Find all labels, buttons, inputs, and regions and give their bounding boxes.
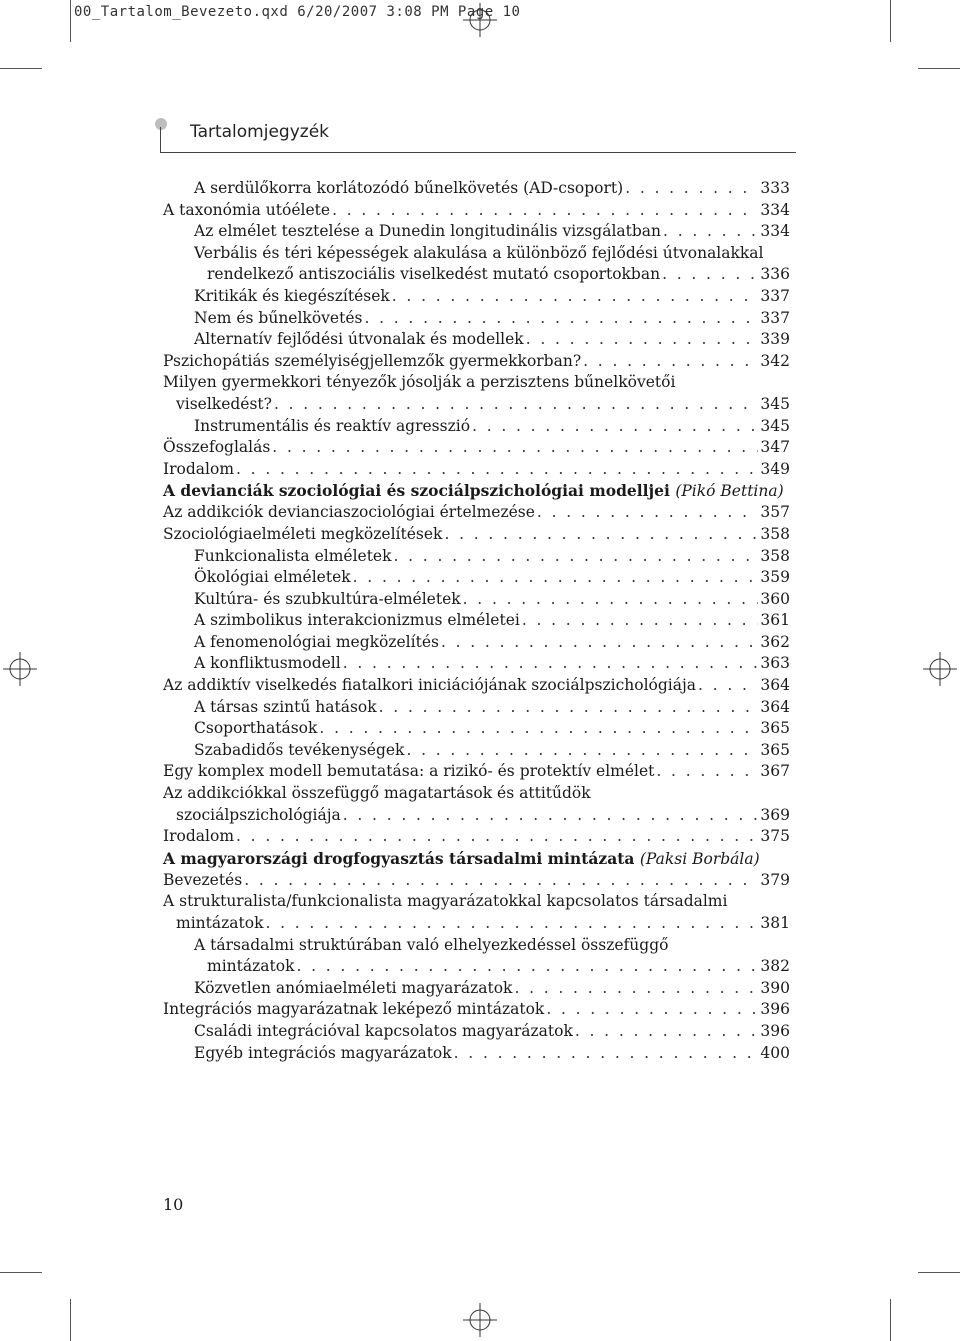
- heading-bullet: [155, 118, 167, 130]
- toc-entry-text: Szociológiaelméleti megközelítések: [163, 524, 443, 543]
- toc-page-number: 339: [760, 330, 790, 349]
- section-author: (Paksi Borbála): [639, 849, 760, 868]
- toc-entry-text: Integrációs magyarázatnak leképező mintázatok: [163, 1000, 545, 1019]
- toc-section: [163, 480, 790, 848]
- crop-mark: [918, 68, 960, 69]
- section-title: [163, 848, 790, 870]
- toc-page-number: 358: [760, 524, 790, 543]
- toc-entry-line: [163, 243, 790, 265]
- toc-entry-text: Alternatív fejlődési útvonalak és modellek: [194, 330, 524, 349]
- toc-page-number: 396: [760, 1000, 790, 1019]
- toc-entry-line: [163, 783, 790, 805]
- toc-section: [163, 848, 790, 1064]
- toc-entry-line[interactable]: [163, 567, 790, 589]
- toc-entry-text: Kultúra- és szubkultúra-elméletek: [194, 589, 461, 608]
- toc-entry-line[interactable]: [163, 200, 790, 222]
- dot-leader: [319, 718, 758, 740]
- dot-leader: [454, 1043, 759, 1065]
- toc-entry-text: Az elmélet tesztelése a Dunedin longitudinális vizsgálatban: [194, 222, 662, 241]
- toc-page-number: 364: [760, 697, 790, 716]
- dot-leader: [353, 567, 759, 589]
- toc-page-number: 365: [760, 740, 790, 759]
- dot-leader: [663, 221, 758, 243]
- toc-entry-text: A konfliktusmodell: [194, 654, 341, 673]
- dot-leader: [546, 999, 758, 1021]
- toc-entry-text: A szimbolikus interakcionizmus elméletei: [194, 611, 520, 630]
- file-slug: 00_Tartalom_Bevezeto.qxd 6/20/2007 3:08 PM Page 10: [74, 4, 521, 20]
- dot-leader: [406, 740, 758, 762]
- toc-page-number: 363: [760, 654, 790, 673]
- dot-leader: [343, 805, 759, 827]
- dot-leader: [364, 308, 758, 330]
- toc-entry-text: Pszichopátiás személyiségjellemzők gyermekkorban?: [163, 351, 582, 370]
- toc-page-number: 379: [760, 870, 790, 889]
- toc-entry-text: Csoporthatások: [194, 719, 318, 738]
- toc-entry-line[interactable]: [163, 826, 790, 848]
- toc-entry-line[interactable]: [163, 675, 790, 697]
- toc-page-number: 361: [760, 611, 790, 630]
- dot-leader: [472, 416, 758, 438]
- dot-leader: [296, 956, 758, 978]
- toc-page-number: 400: [760, 1043, 790, 1062]
- toc-page-number: 337: [760, 286, 790, 305]
- toc-entry-line[interactable]: [163, 805, 790, 827]
- toc-entry-text: A serdülőkorra korlátozódó bűnelkövetés (AD-csoport): [194, 179, 624, 197]
- toc-section: [163, 178, 790, 480]
- table-of-contents: [163, 178, 790, 1064]
- dot-leader: [575, 1021, 759, 1043]
- toc-entry-line[interactable]: [163, 221, 790, 243]
- toc-entry-line[interactable]: [163, 589, 790, 611]
- toc-entry-text: Funkcionalista elméletek: [194, 546, 392, 565]
- toc-entry-line[interactable]: [163, 870, 790, 892]
- toc-page-number: 381: [760, 914, 790, 932]
- dot-leader: [272, 437, 758, 459]
- toc-entry-text: Instrumentális és reaktív agresszió: [194, 416, 471, 435]
- toc-entry-line[interactable]: [163, 913, 790, 935]
- section-author: (Pikó Bettina): [675, 482, 784, 501]
- toc-entry-text: szociálpszichológiája: [176, 805, 341, 824]
- toc-page-number: 358: [760, 546, 790, 565]
- heading-rule-vertical: [160, 127, 161, 153]
- toc-entry-line[interactable]: [163, 394, 790, 416]
- toc-entry-text: rendelkező antiszociális viselkedést mutató csoportokban: [207, 265, 661, 284]
- registration-mark-icon: [923, 652, 957, 686]
- toc-page-number: 382: [760, 957, 790, 976]
- crop-mark: [0, 1272, 42, 1273]
- toc-entry-text: A taxonómia utóélete: [163, 200, 331, 219]
- toc-entry-text: Az addikciókkal összefüggő magatartások és attitűdök: [163, 784, 591, 803]
- toc-entry-text: viselkedést?: [176, 394, 272, 413]
- crop-mark: [890, 0, 891, 42]
- toc-entry-line[interactable]: [163, 264, 790, 286]
- dot-leader: [394, 546, 759, 568]
- toc-page-number: 334: [760, 222, 790, 241]
- registration-mark-icon: [3, 652, 37, 686]
- dot-leader: [537, 502, 758, 524]
- toc-entry-line[interactable]: [163, 286, 790, 308]
- toc-entry-line[interactable]: [163, 437, 790, 459]
- toc-entry-text: Egy komplex modell bemutatása: a rizikó- és protektív elmélet: [163, 762, 655, 781]
- toc-entry-text: Ökológiai elméletek: [194, 568, 351, 587]
- dot-leader: [265, 913, 758, 935]
- toc-page-number: 357: [760, 503, 790, 522]
- section-title: [163, 480, 790, 502]
- toc-entry-line[interactable]: [163, 610, 790, 632]
- toc-entry-line[interactable]: [163, 653, 790, 675]
- dot-leader: [522, 610, 759, 632]
- toc-entry-line[interactable]: [163, 999, 790, 1021]
- toc-entry-line: [163, 891, 790, 913]
- toc-entry-line[interactable]: [163, 502, 790, 524]
- toc-entry-line[interactable]: [163, 546, 790, 568]
- toc-entry-text: A fenomenológiai megközelítés: [194, 632, 439, 651]
- toc-entry-text: Az addikciók devianciaszociológiai értelmezése: [163, 503, 535, 522]
- crop-mark: [918, 1272, 960, 1273]
- toc-entry-text: Szabadidős tevékenységek: [194, 740, 405, 759]
- toc-page-number: 375: [760, 827, 790, 846]
- toc-entry-line[interactable]: [163, 632, 790, 654]
- toc-page-number: 359: [760, 568, 790, 587]
- toc-entry-text: Egyéb integrációs magyarázatok: [194, 1043, 452, 1062]
- toc-entry-text: mintázatok: [176, 914, 264, 932]
- toc-entry-text: mintázatok: [207, 957, 295, 976]
- toc-entry-line: [163, 935, 790, 957]
- dot-leader: [236, 459, 758, 481]
- toc-entry-text: Összefoglalás: [163, 438, 271, 457]
- dot-leader: [343, 653, 759, 675]
- dot-leader: [526, 329, 759, 351]
- crop-mark: [70, 0, 71, 42]
- toc-page-number: 347: [760, 438, 790, 457]
- dot-leader: [444, 524, 758, 546]
- toc-entry-line[interactable]: [163, 740, 790, 762]
- toc-entry-text: A társas szintű hatások: [194, 697, 377, 716]
- toc-entry-text: A strukturalista/funkcionalista magyarázatokkal kapcsolatos társadalmi: [163, 892, 728, 911]
- dot-leader: [463, 589, 759, 611]
- toc-entry-line[interactable]: [163, 329, 790, 351]
- toc-page-number: 390: [760, 978, 790, 997]
- page-heading: Tartalomjegyzék: [190, 122, 330, 142]
- toc-entry-line[interactable]: [163, 697, 790, 719]
- toc-page-number: 334: [760, 200, 790, 219]
- toc-page-number: 365: [760, 719, 790, 738]
- toc-entry-text: Milyen gyermekkori tényezők jósolják a perzisztens bűnelkövetői: [163, 373, 676, 392]
- crop-mark: [70, 1299, 71, 1341]
- dot-leader: [656, 761, 758, 783]
- crop-mark: [890, 1299, 891, 1341]
- toc-entry-line[interactable]: [163, 1043, 790, 1065]
- toc-page-number: 367: [760, 762, 790, 781]
- toc-entry-line: [163, 372, 790, 394]
- dot-leader: [625, 178, 758, 200]
- toc-entry-line[interactable]: [163, 459, 790, 481]
- toc-page-number: 369: [760, 805, 790, 824]
- toc-entry-text: Nem és bűnelkövetés: [194, 308, 363, 327]
- toc-entry-line[interactable]: [163, 351, 790, 373]
- toc-page-number: 360: [760, 589, 790, 608]
- dot-leader: [244, 870, 758, 892]
- toc-entry-text: Verbális és téri képességek alakulása a különböző fejlődési útvonalakkal: [194, 243, 764, 262]
- toc-entry-text: A társadalmi struktúrában való elhelyezkedéssel összefüggő: [194, 935, 669, 954]
- toc-entry-text: Közvetlen anómiaelméleti magyarázatok: [194, 978, 513, 997]
- toc-page-number: 345: [760, 416, 790, 435]
- dot-leader: [332, 200, 758, 222]
- toc-page-number: 333: [760, 179, 790, 197]
- dot-leader: [274, 394, 758, 416]
- toc-page-number: 362: [760, 632, 790, 651]
- toc-page-number: 349: [760, 459, 790, 478]
- toc-page-number: 364: [760, 676, 790, 695]
- toc-entry-line[interactable]: [163, 308, 790, 330]
- toc-entry-line[interactable]: [163, 178, 790, 200]
- toc-entry-text: Kritikák és kiegészítések: [194, 286, 390, 305]
- toc-entry-line[interactable]: [163, 524, 790, 546]
- dot-leader: [441, 632, 758, 654]
- toc-entry-line[interactable]: [163, 978, 790, 1000]
- toc-entry-text: Irodalom: [163, 827, 235, 846]
- toc-entry-line[interactable]: [163, 1021, 790, 1043]
- section-title-text: A magyarországi drogfogyasztás társadalmi mintázata: [163, 848, 635, 868]
- toc-entry-line[interactable]: [163, 956, 790, 978]
- crop-mark: [0, 68, 42, 69]
- dot-leader: [698, 675, 758, 697]
- dot-leader: [236, 826, 758, 848]
- toc-page-number: 342: [760, 351, 790, 370]
- heading-rule: [160, 152, 796, 153]
- dot-leader: [583, 351, 758, 373]
- toc-entry-line[interactable]: [163, 718, 790, 740]
- section-title-text: A devianciák szociológiai és szociálpszichológiai modelljei: [163, 481, 670, 501]
- toc-entry-text: Az addiktív viselkedés fiatalkori iniciációjának szociálpszichológiája: [163, 676, 697, 695]
- toc-page-number: 336: [760, 265, 790, 284]
- dot-leader: [514, 978, 758, 1000]
- toc-entry-line[interactable]: [163, 416, 790, 438]
- registration-mark-icon: [463, 1303, 497, 1337]
- registration-mark-icon: [463, 3, 497, 37]
- toc-page-number: 337: [760, 308, 790, 327]
- toc-entry-text: Családi integrációval kapcsolatos magyarázatok: [194, 1021, 573, 1040]
- toc-page-number: 396: [760, 1021, 790, 1040]
- dot-leader: [379, 697, 759, 719]
- toc-entry-text: Bevezetés: [163, 870, 243, 889]
- dot-leader: [662, 264, 758, 286]
- toc-entry-text: Irodalom: [163, 459, 235, 478]
- toc-page-number: 345: [760, 394, 790, 413]
- page-number: 10: [163, 1195, 184, 1214]
- dot-leader: [392, 286, 759, 308]
- toc-entry-line[interactable]: [163, 761, 790, 783]
